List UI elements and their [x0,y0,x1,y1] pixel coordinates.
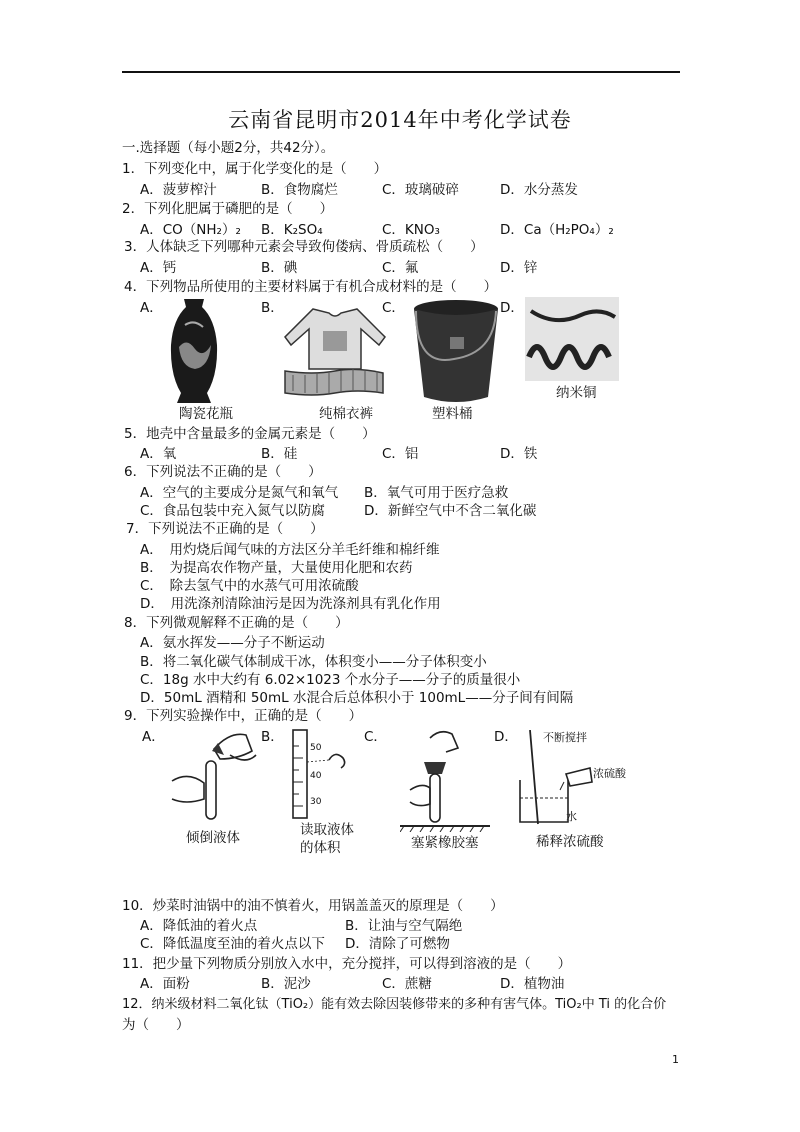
label-water: 水 [566,810,577,823]
q9-option-c[interactable]: C． [364,729,387,745]
page-number: 1 [672,1053,679,1066]
caption-vase: 陶瓷花瓶 [179,406,233,422]
caption-stopper: 塞紧橡胶塞 [411,835,479,851]
q7-option-b[interactable]: B． 为提高农作物产量，大量使用化肥和农药 [140,560,413,576]
q6-option-b[interactable]: B．氧气可用于医疗急救 [364,485,509,501]
q11-option-b[interactable]: B．泥沙 [261,976,311,992]
read-volume-image [285,728,365,820]
q8-option-d[interactable]: D．50mL 酒精和 50mL 水混合后总体积小于 100mL——分子间有间隔 [140,690,574,706]
q5-option-c[interactable]: C．铝 [382,446,419,462]
q11-stem: 11．把少量下列物质分别放入水中，充分搅拌，可以得到溶液的是（ ） [122,956,572,972]
q6-option-c[interactable]: C．食品包装中充入氮气以防腐 [140,503,325,519]
q12-stem-cont: 为（ ） [122,1017,190,1033]
q8-option-b[interactable]: B．将二氧化碳气体制成干冰，体积变小——分子体积变小 [140,654,487,670]
section-heading: 一.选择题（每小题2分，共42分）。 [122,140,335,156]
q10-option-b[interactable]: B．让油与空气隔绝 [345,918,463,934]
caption-clothes: 纯棉衣裤 [319,406,373,422]
q7-option-a[interactable]: A． 用灼烧后闻气味的方法区分羊毛纤维和棉纤维 [140,542,440,558]
q10-stem: 10．炒菜时油锅中的油不慎着火，用锅盖盖灭的原理是（ ） [122,898,504,914]
cylinder-tick-40: 40 [310,771,322,781]
q5-stem: 5．地壳中含量最多的金属元素是（ ） [124,426,376,442]
q9-option-b[interactable]: B． [261,729,284,745]
q3-stem: 3．人体缺乏下列哪种元素会导致佝偻病、骨质疏松（ ） [124,239,484,255]
q4-stem: 4．下列物品所使用的主要材料属于有机合成材料的是（ ） [124,279,498,295]
q5-option-d[interactable]: D．铁 [500,446,538,462]
q2-stem: 2．下列化肥属于磷肥的是（ ） [122,201,334,217]
q4-option-b[interactable]: B． [261,300,284,316]
q5-option-a[interactable]: A．氧 [140,446,177,462]
pouring-liquid-image [168,725,258,825]
q9-stem: 9．下列实验操作中，正确的是（ ） [124,708,363,724]
cylinder-tick-50: 50 [310,743,322,753]
q9-option-a[interactable]: A． [142,729,165,745]
q11-option-d[interactable]: D．植物油 [500,976,565,992]
caption-pour: 倾倒液体 [186,830,240,846]
q2-option-d[interactable]: D．Ca（H₂PO₄）₂ [500,222,614,238]
q7-option-c[interactable]: C． 除去氢气中的水蒸气可用浓硫酸 [140,578,359,594]
q2-option-c[interactable]: C．KNO₃ [382,222,440,238]
q3-option-c[interactable]: C．氟 [382,260,419,276]
q10-option-c[interactable]: C．降低温度至油的着火点以下 [140,936,325,952]
q12-stem: 12．纳米级材料二氧化钛（TiO₂）能有效去除因装修带来的多种有害气体。TiO₂中 Ti 的化合价 [122,997,667,1012]
q2-option-b[interactable]: B．K₂SO₄ [261,222,323,238]
q6-option-d[interactable]: D．新鲜空气中不含二氧化碳 [364,503,537,519]
q1-option-c[interactable]: C．玻璃破碎 [382,182,459,198]
q4-option-d[interactable]: D． [500,300,524,316]
nano-copper-image [525,297,619,381]
q4-option-a[interactable]: A． [140,300,163,316]
q6-stem: 6．下列说法不正确的是（ ） [124,464,322,480]
header-rule [122,71,680,73]
q2-option-a[interactable]: A．CO（NH₂）₂ [140,222,241,238]
q4-option-c[interactable]: C． [382,300,405,316]
q7-stem: 7．下列说法不正确的是（ ） [126,521,324,537]
plastic-bucket-image [410,297,502,405]
q9-option-d[interactable]: D． [494,729,518,745]
q3-option-d[interactable]: D．锌 [500,260,538,276]
q1-option-a[interactable]: A．菠萝榨汁 [140,182,217,198]
caption-nano-copper: 纳米铜 [556,385,597,401]
stopper-image [400,728,490,832]
q5-option-b[interactable]: B．硅 [261,446,298,462]
caption-read-2: 的体积 [300,840,341,856]
q11-option-c[interactable]: C．蔗糖 [382,976,432,992]
q1-option-b[interactable]: B．食物腐烂 [261,182,338,198]
q1-stem: 1．下列变化中，属于化学变化的是（ ） [122,161,388,177]
q8-option-c[interactable]: C．18g 水中大约有 6.02×1023 个水分子——分子的质量很小 [140,672,521,688]
cylinder-tick-30: 30 [310,797,322,807]
label-stir: 不断搅拌 [543,731,587,744]
page-title: 云南省昆明市2014年中考化学试卷 [228,108,572,132]
q7-option-d[interactable]: D． 用洗涤剂清除油污是因为洗涤剂具有乳化作用 [140,596,441,612]
caption-bucket: 塑料桶 [432,406,473,422]
q3-option-a[interactable]: A．钙 [140,260,177,276]
q6-option-a[interactable]: A．空气的主要成分是氮气和氧气 [140,485,339,501]
label-conc-acid: 浓硫酸 [593,767,626,780]
q11-option-a[interactable]: A．面粉 [140,976,190,992]
vase-image [165,297,223,405]
caption-dilute: 稀释浓硫酸 [536,834,604,850]
dilute-acid-image [516,730,596,826]
q1-option-d[interactable]: D．水分蒸发 [500,182,578,198]
q10-option-d[interactable]: D．清除了可燃物 [345,936,450,952]
cotton-clothes-image [283,305,387,403]
q3-option-b[interactable]: B．碘 [261,260,298,276]
q10-option-a[interactable]: A．降低油的着火点 [140,918,258,934]
q8-stem: 8．下列微观解释不正确的是（ ） [124,615,349,631]
caption-read-1: 读取液体 [300,822,354,838]
q8-option-a[interactable]: A．氨水挥发——分子不断运动 [140,635,325,651]
